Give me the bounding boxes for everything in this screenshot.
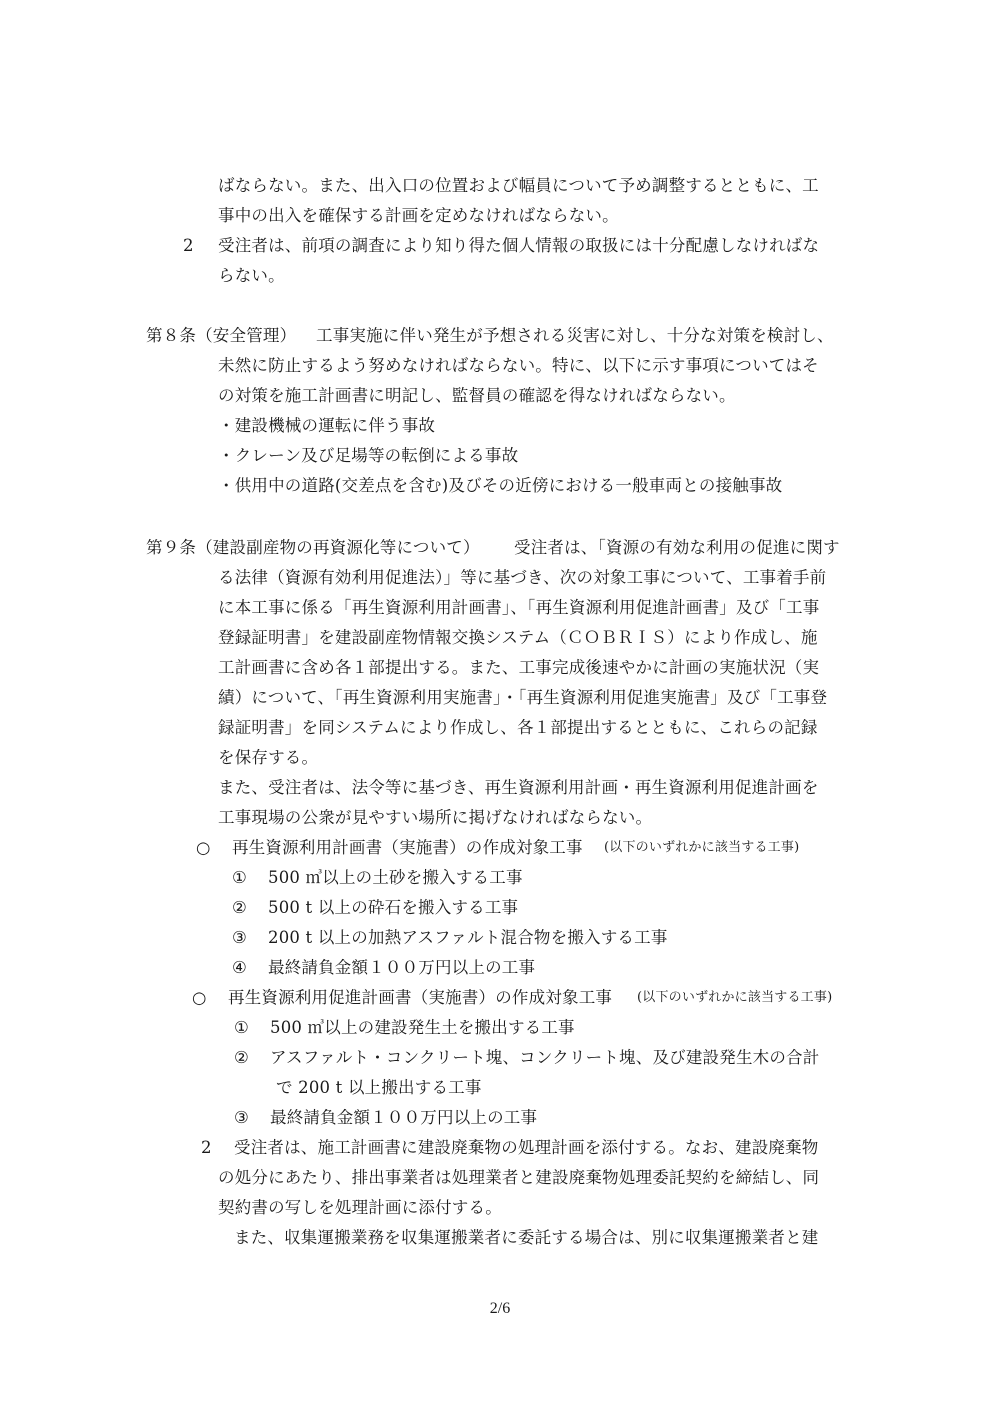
groupB-item-2-text: アスファルト・コンクリート塊、コンクリート塊、及び建設発生木の合計 [270, 1048, 820, 1067]
sec7-line-2: 事中の出入を確保する計画を定めなければならない。 [218, 206, 619, 225]
groupA-item-4-text: 最終請負金額１００万円以上の工事 [268, 958, 536, 977]
groupB-item-3-number: ③ [234, 1108, 249, 1127]
sec9-item2-line-1: 受注者は、施工計画書に建設廃棄物の処理計画を添付する。なお、建設廃棄物 [234, 1138, 819, 1157]
groupA-item-1-number: ① [232, 868, 247, 887]
sec8-bullet-2: ・クレーン及び足場等の転倒による事故 [218, 446, 519, 465]
sec9-item2-line-3: 契約書の写しを処理計画に添付する。 [218, 1198, 502, 1217]
sec9-line-5: 工計画書に含め各１部提出する。また、工事完成後速やかに計画の実施状況（実 [218, 658, 820, 677]
groupA-note: (以下のいずれかに該当する工事) [604, 840, 800, 855]
groupB-item-1-number: ① [234, 1018, 249, 1037]
sec8-bullet-3: ・供用中の道路(交差点を含む)及びその近傍における一般車両との接触事故 [218, 476, 783, 495]
sec9-heading: 第９条（建設副産物の再資源化等について） [146, 538, 480, 557]
sec8-bullet-1: ・建設機械の運転に伴う事故 [218, 416, 436, 435]
groupA-title: 再生資源利用計画書（実施書）の作成対象工事 [232, 838, 583, 857]
groupB-item-2-continuation: で 200 t 以上搬出する工事 [276, 1078, 482, 1097]
sec9-line-3: に本工事に係る「再生資源利用計画書」、「再生資源利用促進計画書」及び「工事 [218, 598, 820, 617]
groupA-item-3-number: ③ [232, 928, 247, 947]
sec8-line-2: 未然に防止するよう努めなければならない。特に、以下に示す事項についてはそ [218, 356, 819, 375]
sec9-line-4: 登録証明書」を建設副産物情報交換システム（ＣＯＢＲＩＳ）により作成し、施 [218, 628, 818, 647]
groupA-item-2-number: ② [232, 898, 247, 917]
groupB-item-1-text: 500 ㎥以上の建設発生土を搬出する工事 [270, 1018, 575, 1037]
sec7-item2-line-1: 受注者は、前項の調査により知り得た個人情報の取扱には十分配慮しなければな [218, 236, 820, 255]
groupB-title: 再生資源利用促進計画書（実施書）の作成対象工事 [228, 988, 613, 1007]
groupA-item-3-text: 200 t 以上の加熱アスファルト混合物を搬入する工事 [268, 928, 668, 947]
sec9-para2-line-2: 工事現場の公衆が見やすい場所に掲げなければならない。 [218, 808, 653, 827]
sec7-item2-line-2: らない。 [218, 266, 285, 285]
groupB-note: (以下のいずれかに該当する工事) [637, 990, 833, 1005]
groupB-mark: ○ [192, 988, 207, 1007]
sec7-line-1: ばならない。また、出入口の位置および幅員について予め調整するとともに、工 [218, 176, 819, 195]
page-number: 2/6 [489, 1300, 511, 1317]
sec9-item2-line-2: の処分にあたり、排出事業者は処理業者と建設廃棄物処理委託契約を締結し、同 [218, 1168, 820, 1187]
sec9-line-7: 録証明書」を同システムにより作成し、各１部提出するとともに、これらの記録 [218, 718, 818, 737]
sec9-last-line: また、収集運搬業務を収集運搬業者に委託する場合は、別に収集運搬業者と建 [234, 1228, 819, 1247]
sec8-heading: 第８条（安全管理） [146, 326, 297, 345]
groupA-item-2-text: 500 t 以上の砕石を搬入する工事 [268, 898, 519, 917]
sec9-line-8: を保存する。 [218, 748, 319, 767]
groupA-item-4-number: ④ [232, 958, 247, 977]
groupA-item-1-text: 500 ㎥以上の土砂を搬入する工事 [268, 868, 523, 887]
sec9-para2-line-1: また、受注者は、法令等に基づき、再生資源利用計画・再生資源利用促進計画を [218, 778, 819, 797]
groupB-item-3-text: 最終請負金額１００万円以上の工事 [270, 1108, 538, 1127]
sec8-line-3: の対策を施工計画書に明記し、監督員の確認を得なければならない。 [218, 386, 736, 405]
sec9-line-2: る法律（資源有効利用促進法）」等に基づき、次の対象工事について、工事着手前 [218, 568, 827, 587]
sec8-line-1: 工事実施に伴い発生が予想される災害に対し、十分な対策を検討し、 [316, 326, 834, 345]
groupA-mark: ○ [196, 838, 211, 857]
sec7-item2-number: 2 [183, 236, 194, 255]
sec9-line-1: 受注者は、「資源の有効な利用の促進に関す [514, 538, 840, 557]
groupB-item-2-number: ② [234, 1048, 249, 1067]
sec9-item2-number: 2 [201, 1138, 212, 1157]
sec9-line-6: 績）について、「再生資源利用実施書」・「再生資源利用促進実施書」及び「工事登 [218, 688, 828, 707]
